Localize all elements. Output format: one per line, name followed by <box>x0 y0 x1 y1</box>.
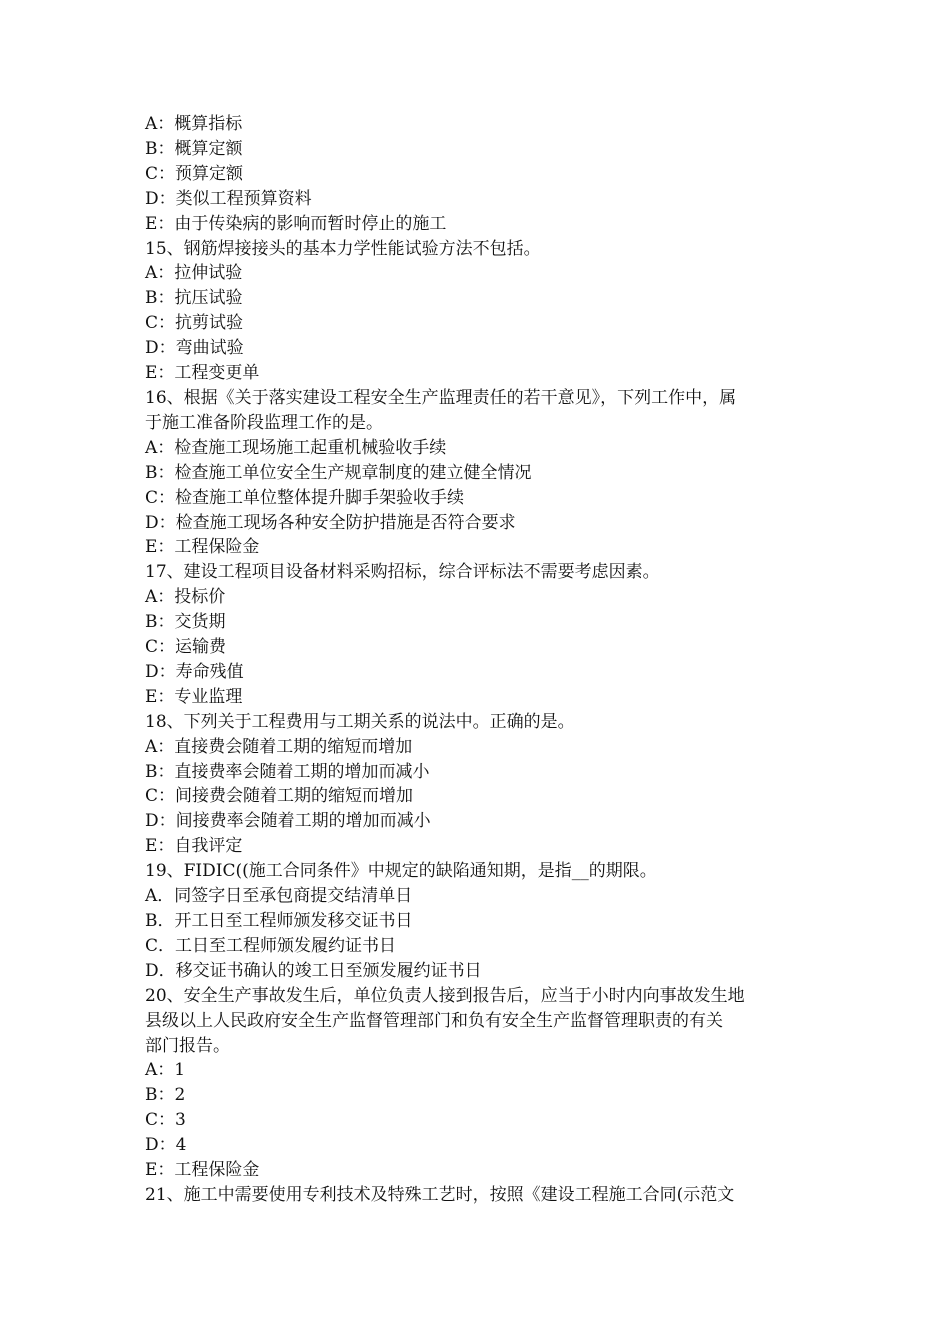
text-line: C：抗剪试验 <box>145 313 244 334</box>
text-line: C：运输费 <box>145 637 227 658</box>
text-line: D．移交证书确认的竣工日至颁发履约证书日 <box>145 960 482 981</box>
question-21: 21、施工中需要使用专利技术及特殊工艺时，按照《建设工程施工合同(示范文 <box>145 1184 735 1205</box>
text-line: D：弯曲试验 <box>145 338 244 359</box>
text-line: A：直接费会随着工期的缩短而增加 <box>145 736 413 757</box>
text-line: B：抗压试验 <box>145 288 243 309</box>
text-line: B：概算定额 <box>145 138 243 159</box>
text-line: D：寿命残值 <box>145 661 244 682</box>
text-line: E：专业监理 <box>145 686 243 707</box>
document-body <box>145 112 810 1208</box>
text-line: A：投标价 <box>145 587 226 608</box>
text-line: A：拉伸试验 <box>145 263 243 284</box>
text-line: E：工程保险金 <box>145 537 260 558</box>
text-line: C：检查施工单位整体提升脚手架验收手续 <box>145 487 465 508</box>
question-19: 19、FIDIC((施工合同条件》中规定的缺陷通知期，是指__的期限。 <box>145 861 657 882</box>
text-line: D：间接费率会随着工期的增加而减小 <box>145 811 431 832</box>
question-17: 17、建设工程项目设备材料采购招标，综合评标法不需要考虑因素。 <box>145 562 660 583</box>
text-line: E：由于传染病的影响而暂时停止的施工 <box>145 213 447 234</box>
question-18: 18、下列关于工程费用与工期关系的说法中。正确的是。 <box>145 711 575 732</box>
text-line: D：4 <box>145 1135 187 1156</box>
question-15: 15、钢筋焊接接头的基本力学性能试验方法不包括。 <box>145 238 541 259</box>
text-line: C：预算定额 <box>145 163 244 184</box>
text-line: E：自我评定 <box>145 836 243 857</box>
text-line: E：工程保险金 <box>145 1160 260 1181</box>
question-20-cont: 部门报告。 <box>145 1035 230 1056</box>
text-line: A：检查施工现场施工起重机械验收手续 <box>145 437 447 458</box>
question-20: 20、安全生产事故发生后，单位负责人接到报告后，应当于小时内向事故发生地 <box>145 985 745 1006</box>
text-line: B：交货期 <box>145 612 226 633</box>
text-line: D：类似工程预算资料 <box>145 188 312 209</box>
question-16-cont: 于施工准备阶段监理工作的是。 <box>145 412 383 433</box>
text-line: C．工日至工程师颁发履约证书日 <box>145 935 397 956</box>
text-line: B：直接费率会随着工期的增加而减小 <box>145 761 430 782</box>
text-line: A：1 <box>145 1060 186 1081</box>
text-line: B．开工日至工程师颁发移交证书日 <box>145 911 413 931</box>
question-20-cont: 县级以上人民政府安全生产监督管理部门和负有安全生产监督管理职责的有关 <box>145 1010 723 1031</box>
text-line: E：工程变更单 <box>145 363 260 384</box>
text-line: C：间接费会随着工期的缩短而增加 <box>145 786 414 807</box>
text-line: B：2 <box>145 1085 186 1106</box>
text-line: C：3 <box>145 1110 186 1131</box>
text-line: D：检查施工现场各种安全防护措施是否符合要求 <box>145 512 516 533</box>
question-16: 16、根据《关于落实建设工程安全生产监理责任的若干意见》，下列工作中，属 <box>145 387 737 408</box>
text-line: A．同签字日至承包商提交结清单日 <box>145 886 413 907</box>
text-line: A：概算指标 <box>145 114 243 134</box>
text-line: B：检查施工单位安全生产规章制度的建立健全情况 <box>145 462 532 483</box>
